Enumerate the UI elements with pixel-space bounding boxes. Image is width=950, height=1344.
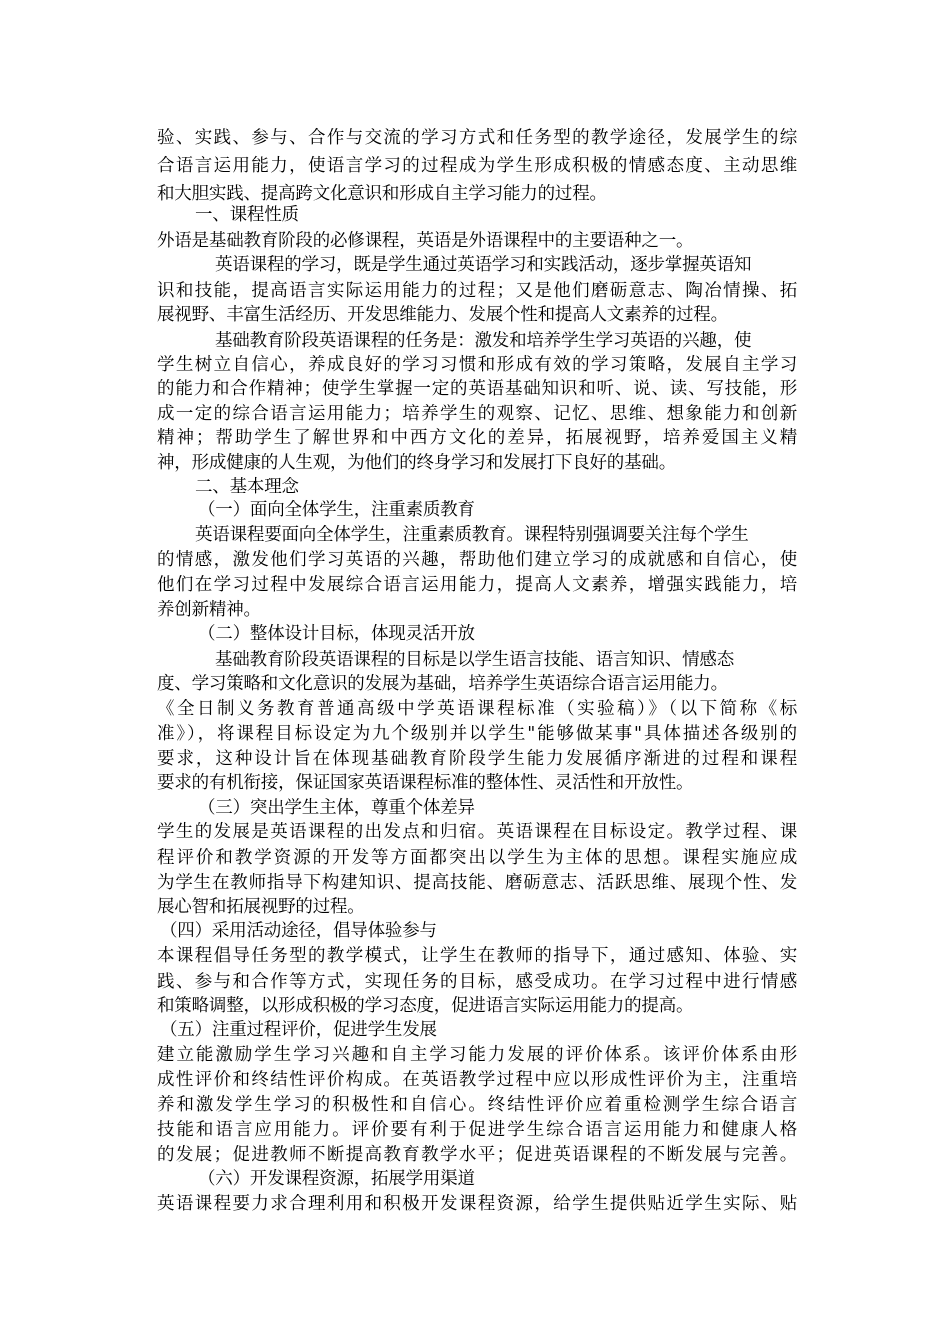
subsection-heading: （二）整体设计目标，体现灵活开放	[198, 624, 475, 644]
paragraph-line: 和策略调整，以形成积极的学习态度，促进语言实际运用能力的提高。	[157, 996, 694, 1016]
paragraph-line: 的情感，激发他们学习英语的兴趣，帮助他们建立学习的成就感和自信心，使	[157, 550, 797, 570]
paragraph-line: 的能力和合作精神；使学生掌握一定的英语基础知识和听、说、读、写技能，形	[157, 379, 797, 399]
paragraph-line: 神，形成健康的人生观，为他们的终身学习和发展打下良好的基础。	[157, 453, 676, 473]
paragraph-line: 为学生在教师指导下构建知识、提高技能、磨砺意志、活跃思维、展现个性、发	[157, 873, 797, 893]
paragraph-line: 成性评价和终结性评价构成。在英语教学过程中应以形成性评价为主，注重培	[157, 1070, 797, 1090]
paragraph-line: 展心智和拓展视野的过程。	[157, 897, 365, 917]
subsection-heading: （一）面向全体学生，注重素质教育	[198, 500, 475, 520]
paragraph-line: 他们在学习过程中发展综合语言运用能力，提高人文素养，增强实践能力，培	[157, 575, 797, 595]
paragraph-line: 学生树立自信心，养成良好的学习习惯和形成有效的学习策略，发展自主学习	[157, 355, 797, 375]
subsection-heading: （三）突出学生主体，尊重个体差异	[198, 798, 475, 818]
paragraph-line: 英语课程要面向全体学生，注重素质教育。课程特别强调要关注每个学生	[195, 525, 749, 545]
paragraph-line: 精神；帮助学生了解世界和中西方文化的差异，拓展视野，培养爱国主义精	[157, 428, 797, 448]
paragraph-line: 的发展；促进教师不断提高教育教学水平；促进英语课程的不断发展与完善。	[157, 1145, 797, 1165]
paragraph-line: 本课程倡导任务型的教学模式，让学生在教师的指导下，通过感知、体验、实	[157, 946, 797, 966]
paragraph-line: 养和激发学生学习的积极性和自信心。终结性评价应着重检测学生综合语言	[157, 1095, 797, 1115]
subsection-heading: （四）采用活动途径，倡导体验参与	[160, 921, 437, 941]
subsection-heading: （五）注重过程评价，促进学生发展	[160, 1020, 437, 1040]
paragraph-line: 养创新精神。	[157, 600, 261, 620]
paragraph-line: 合语言运用能力，使语言学习的过程成为学生形成积极的情感态度、主动思维	[157, 156, 797, 176]
paragraph-line: 践、参与和合作等方式，实现任务的目标，感受成功。在学习过程中进行情感	[157, 972, 797, 992]
paragraph-line: 成一定的综合语言运用能力；培养学生的观察、记忆、思维、想象能力和创新	[157, 404, 797, 424]
paragraph-line: 《全日制义务教育普通高级中学英语课程标准（实验稿）》（以下简称《标	[157, 699, 797, 719]
paragraph-line: 程评价和教学资源的开发等方面都突出以学生为主体的思想。课程实施应成	[157, 848, 797, 868]
paragraph-line: 基础教育阶段英语课程的目标是以学生语言技能、语言知识、情感态	[215, 650, 734, 670]
paragraph-line: 要求，这种设计旨在体现基础教育阶段学生能力发展循序渐进的过程和课程	[157, 749, 797, 769]
paragraph-line: 准》），将课程目标设定为九个级别并以学生"能够做某事"具体描述各级别的	[157, 724, 797, 744]
paragraph-line: 技能和语言应用能力。评价要有利于促进学生综合语言运用能力和健康人格	[157, 1120, 797, 1140]
paragraph-line: 和大胆实践、提高跨文化意识和形成自主学习能力的过程。	[157, 184, 607, 204]
section-heading: 二、基本理念	[195, 477, 299, 497]
paragraph-line: 验、实践、参与、合作与交流的学习方式和任务型的教学途径，发展学生的综	[157, 128, 797, 148]
section-heading: 一、课程性质	[195, 205, 299, 225]
paragraph-line: 展视野、丰富生活经历、开发思维能力、发展个性和提高人文素养的过程。	[157, 305, 728, 325]
paragraph-line: 要求的有机衔接，保证国家英语课程标准的整体性、灵活性和开放性。	[157, 773, 694, 793]
paragraph-line: 学生的发展是英语课程的出发点和归宿。英语课程在目标设定。教学过程、课	[157, 822, 797, 842]
paragraph-line: 英语课程要力求合理利用和积极开发课程资源，给学生提供贴近学生实际、贴	[157, 1194, 797, 1214]
paragraph-line: 建立能激励学生学习兴趣和自主学习能力发展的评价体系。该评价体系由形	[157, 1045, 797, 1065]
paragraph-line: 外语是基础教育阶段的必修课程，英语是外语课程中的主要语种之一。	[157, 231, 694, 251]
paragraph-line: 英语课程的学习，既是学生通过英语学习和实践活动，逐步掌握英语知	[215, 255, 752, 275]
paragraph-line: 识和技能，提高语言实际运用能力的过程；又是他们磨砺意志、陶冶情操、拓	[157, 281, 797, 301]
paragraph-line: 度、学习策略和文化意识的发展为基础，培养学生英语综合语言运用能力。	[157, 674, 728, 694]
subsection-heading: （六）开发课程资源，拓展学用渠道	[198, 1169, 475, 1189]
paragraph-line: 基础教育阶段英语课程的任务是：激发和培养学生学习英语的兴趣，使	[215, 331, 752, 351]
